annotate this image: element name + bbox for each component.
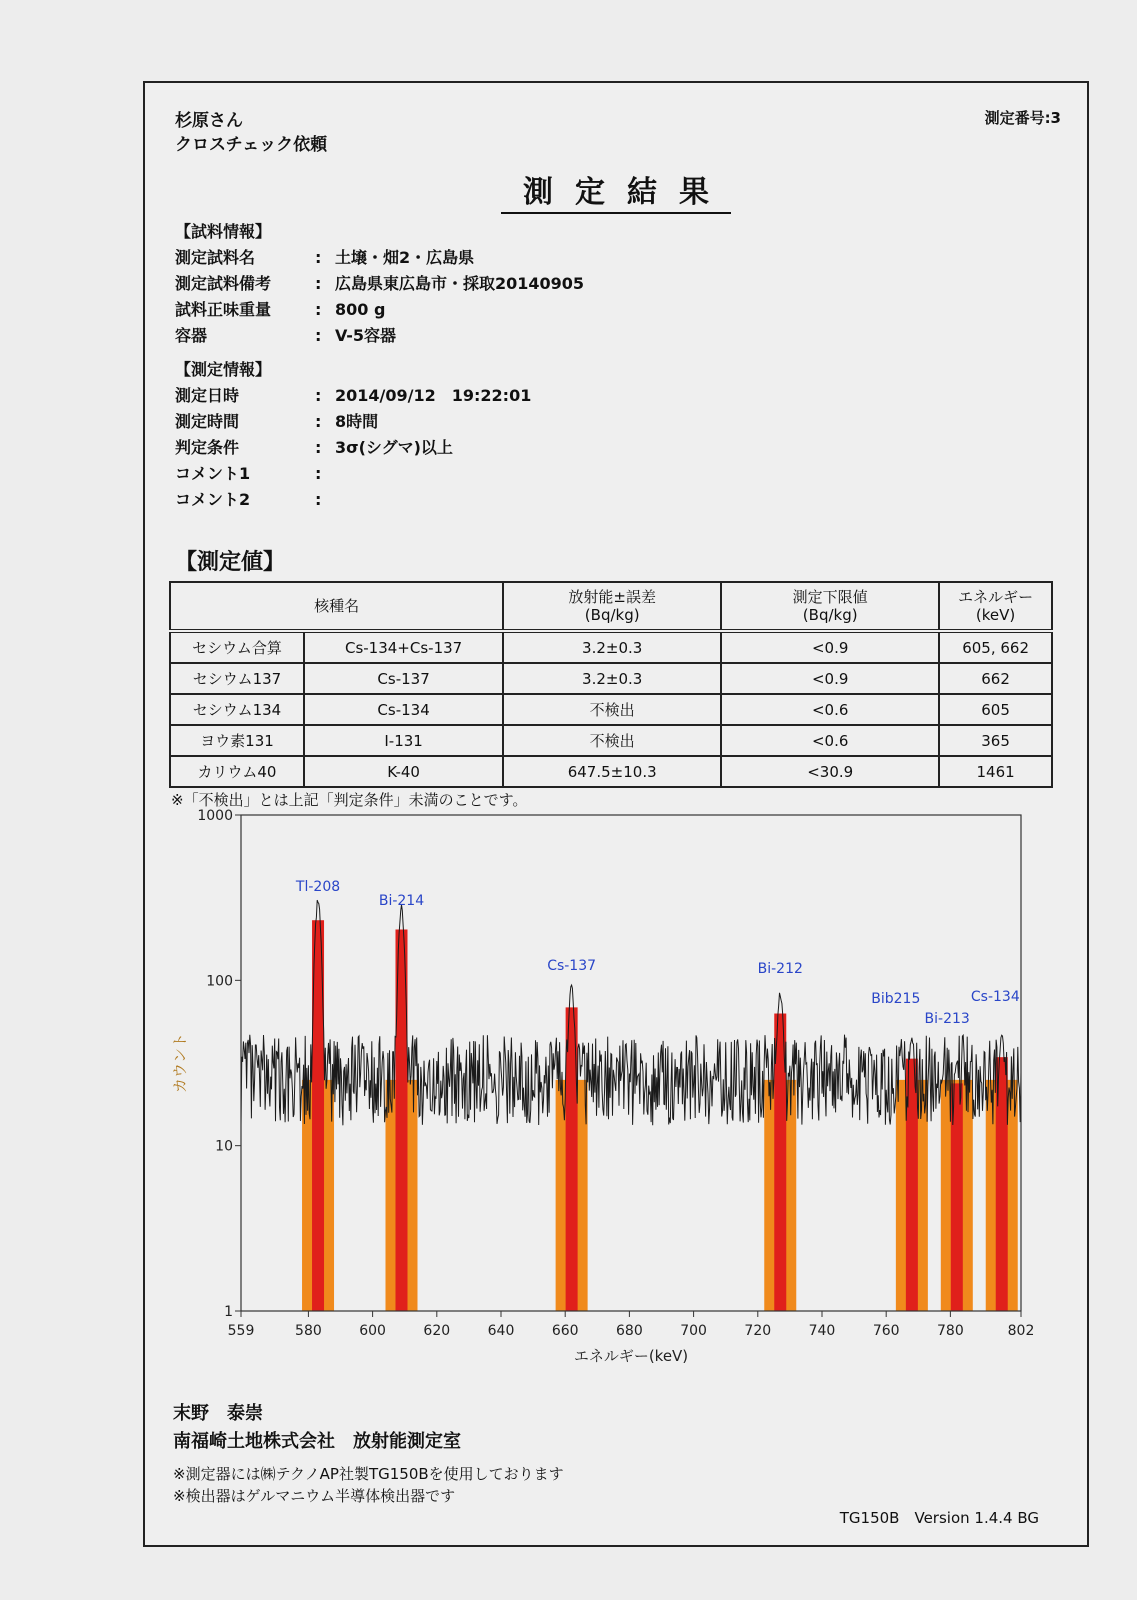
x-tick-label: 620 <box>423 1323 451 1339</box>
x-tick-label: 600 <box>359 1323 386 1339</box>
activity-value: 不検出 <box>503 694 721 725</box>
sample-value: 広島県東広島市・採取20140905 <box>335 274 585 293</box>
results-table <box>169 581 1053 788</box>
y-axis-label: カウント <box>171 1032 189 1094</box>
table-row <box>170 631 1052 663</box>
table-row <box>170 725 1052 756</box>
nuclide-name: セシウム合算 <box>170 631 304 663</box>
instrument-note: ※測定器には㈱テクノAP社製TG150Bを使用しております <box>173 1465 564 1483</box>
table-row <box>170 694 1052 725</box>
col-activity-label: 放射能±誤差 <box>568 588 656 606</box>
peak-label: Bi-214 <box>378 893 425 909</box>
sample-value: 800 g <box>335 300 386 319</box>
col-energy <box>939 582 1052 631</box>
activity-value: 3.2±0.3 <box>503 663 721 694</box>
limit-value: <30.9 <box>721 756 939 787</box>
page-title-text: 測定結果 <box>501 175 731 214</box>
spectrum-chart <box>165 805 1045 1395</box>
measurement-label: コメント2 <box>175 490 251 509</box>
col-limit-label: 測定下限値 <box>792 588 868 606</box>
colon: : <box>315 438 322 457</box>
peak-label: Bi-213 <box>924 1011 970 1027</box>
activity-value: 不検出 <box>503 725 721 756</box>
measurement-row <box>175 461 531 487</box>
x-tick-label: 580 <box>295 1323 322 1339</box>
page-title <box>145 167 1087 211</box>
x-axis-label: エネルギー(keV) <box>573 1347 689 1365</box>
x-tick-label: 680 <box>616 1323 643 1339</box>
col-nuclide: 核種名 <box>170 582 503 631</box>
measurement-label: 測定日時 <box>175 386 240 405</box>
col-limit-unit: (Bq/kg) <box>802 606 858 624</box>
peak-label: Cs-137 <box>547 958 597 974</box>
sample-row <box>175 297 584 323</box>
energy-value: 662 <box>939 663 1052 694</box>
colon: : <box>315 248 322 267</box>
sample-row <box>175 323 584 349</box>
sample-label: 試料正味重量 <box>175 300 272 319</box>
energy-value: 605 <box>939 694 1052 725</box>
measurement-row <box>175 487 531 513</box>
x-tick-label: 802 <box>1007 1323 1035 1339</box>
y-tick-label: 1 <box>224 1304 233 1320</box>
x-tick-label: 660 <box>551 1323 579 1339</box>
measurement-value: 2014/09/12 19:22:01 <box>335 386 532 405</box>
measurement-label: コメント1 <box>175 464 251 483</box>
col-limit <box>721 582 939 631</box>
nuclide-symbol: Cs-137 <box>304 663 503 694</box>
sample-value: V-5容器 <box>335 326 396 345</box>
measurement-label: 測定時間 <box>175 412 240 431</box>
recipient-name: 杉原さん <box>175 111 243 131</box>
detector-note: ※検出器はゲルマニウム半導体検出器です <box>173 1487 456 1505</box>
peak-label: Bi-212 <box>757 961 803 977</box>
company-name: 南福崎土地株式会社 放射能測定室 <box>173 1431 461 1452</box>
col-activity <box>503 582 721 631</box>
sample-row <box>175 245 584 271</box>
peak-label: Cs-134 <box>970 989 1020 1005</box>
measurement-row <box>175 435 531 461</box>
col-energy-label: エネルギー <box>958 588 1034 606</box>
y-tick-label: 100 <box>206 973 233 990</box>
software-version: TG150B Version 1.4.4 BG <box>839 1509 1039 1527</box>
energy-value: 365 <box>939 725 1052 756</box>
colon: : <box>315 490 322 509</box>
table-header-row <box>170 582 1052 631</box>
nuclide-name: セシウム137 <box>170 663 304 694</box>
colon: : <box>315 326 322 345</box>
table-row <box>170 663 1052 694</box>
measurement-value: 8時間 <box>335 412 379 431</box>
header-left <box>175 109 327 157</box>
sample-label: 測定試料名 <box>175 248 256 267</box>
results-note: ※「不検出」とは上記「判定条件」未満のことです。 <box>171 791 528 809</box>
nuclide-name: カリウム40 <box>170 756 304 787</box>
x-tick-label: 640 <box>487 1323 515 1339</box>
x-tick-label: 720 <box>744 1323 772 1339</box>
sample-row <box>175 271 584 297</box>
x-tick-label: 700 <box>680 1323 707 1339</box>
col-activity-unit: (Bq/kg) <box>584 606 640 624</box>
instrument-notes <box>173 1463 564 1507</box>
sample-label: 測定試料備考 <box>175 274 272 293</box>
nuclide-name: ヨウ素131 <box>170 725 304 756</box>
x-tick-label: 760 <box>872 1323 900 1339</box>
measurement-info-heading: 【測定情報】 <box>175 360 272 379</box>
limit-value: <0.9 <box>721 631 939 663</box>
measurement-label: 判定条件 <box>175 438 240 457</box>
measurement-value: 3σ(シグマ)以上 <box>335 438 453 457</box>
request-type: クロスチェック依頼 <box>175 135 328 155</box>
x-tick-label: 740 <box>808 1323 836 1339</box>
person-name: 末野 泰崇 <box>173 1403 263 1424</box>
limit-value: <0.6 <box>721 725 939 756</box>
y-tick-label: 10 <box>215 1138 233 1155</box>
measurement-row <box>175 409 531 435</box>
col-energy-unit: (keV) <box>975 606 1016 624</box>
peak-label: Bib215 <box>871 991 921 1007</box>
sample-label: 容器 <box>175 326 208 345</box>
colon: : <box>315 386 322 405</box>
energy-value: 1461 <box>939 756 1052 787</box>
peak-label: Tl-208 <box>295 879 341 895</box>
y-tick-label: 1000 <box>197 808 233 824</box>
sample-info-heading: 【試料情報】 <box>175 222 272 241</box>
measurement-row <box>175 383 531 409</box>
energy-value: 605, 662 <box>939 631 1052 663</box>
measurement-info <box>175 357 531 513</box>
nuclide-name: セシウム134 <box>170 694 304 725</box>
nuclide-symbol: K-40 <box>304 756 503 787</box>
nuclide-symbol: Cs-134+Cs-137 <box>304 631 503 663</box>
x-tick-label: 780 <box>937 1323 964 1339</box>
nuclide-symbol: I-131 <box>304 725 503 756</box>
results-heading: 【測定値】 <box>175 550 286 575</box>
report-sheet <box>143 81 1089 1547</box>
table-row <box>170 756 1052 787</box>
limit-value: <0.9 <box>721 663 939 694</box>
activity-value: 3.2±0.3 <box>503 631 721 663</box>
colon: : <box>315 274 322 293</box>
x-tick-label: 559 <box>227 1323 255 1339</box>
measure-number: 測定番号:3 <box>984 109 1061 127</box>
colon: : <box>315 464 322 483</box>
nuclide-symbol: Cs-134 <box>304 694 503 725</box>
colon: : <box>315 300 322 319</box>
sample-value: 土壌・畑2・広島県 <box>335 248 475 267</box>
sample-info <box>175 219 584 349</box>
activity-value: 647.5±10.3 <box>503 756 721 787</box>
limit-value: <0.6 <box>721 694 939 725</box>
colon: : <box>315 412 322 431</box>
